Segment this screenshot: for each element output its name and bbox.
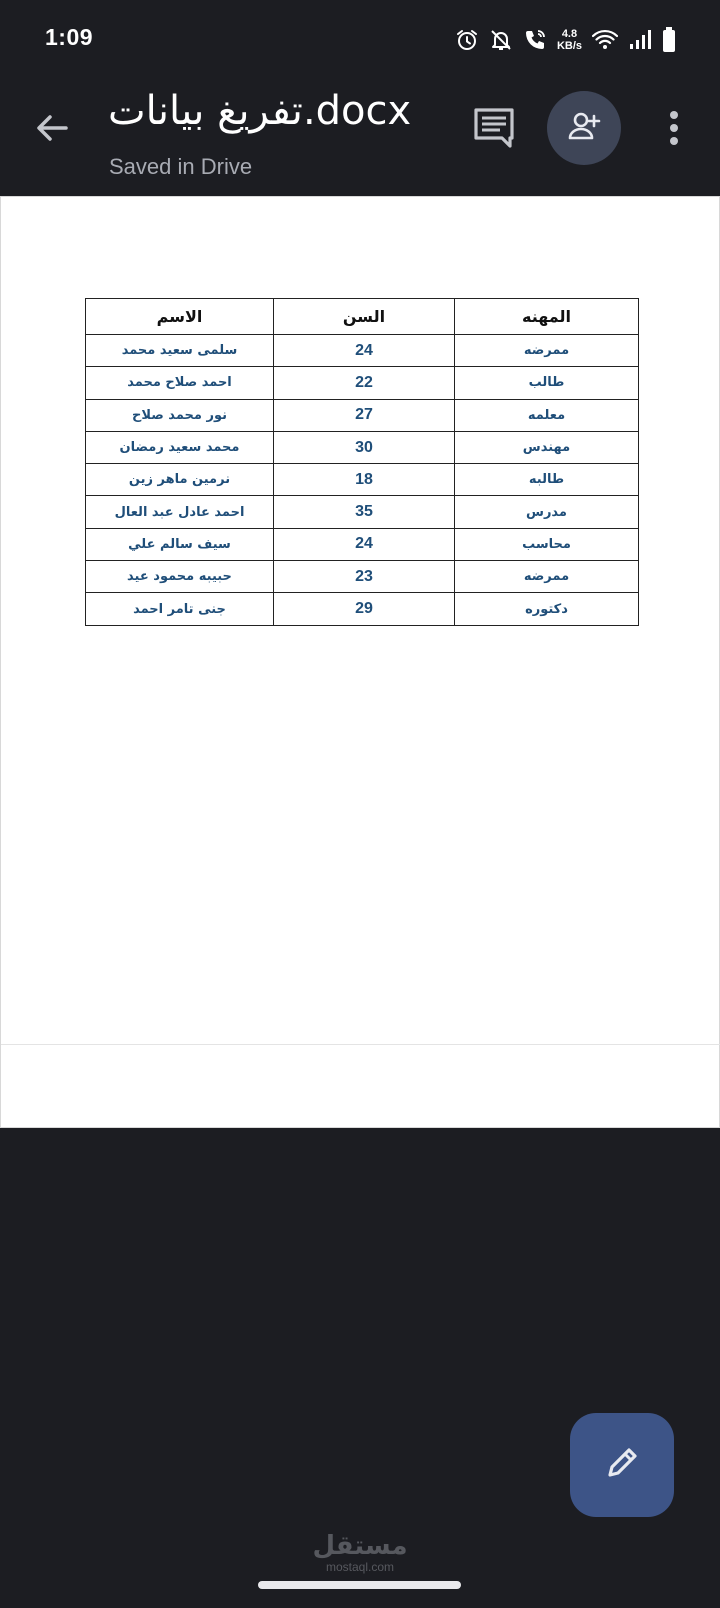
data-table <box>85 298 639 626</box>
save-status: Saved in Drive <box>109 154 253 179</box>
app-bar <box>0 80 720 196</box>
watermark-latin: mostaql.com <box>325 1560 395 1574</box>
cell-age: 29 <box>274 593 455 625</box>
share-button[interactable] <box>547 91 621 165</box>
wifi-calling-icon <box>523 28 547 52</box>
watermark-logo <box>310 1532 410 1574</box>
header-job: المهنه <box>455 299 639 335</box>
status-icons <box>455 22 676 58</box>
table-row <box>86 593 639 625</box>
add-person-icon <box>566 108 602 148</box>
cell-job: مدرس <box>455 496 639 528</box>
cell-job: معلمه <box>455 399 639 431</box>
cell-age: 24 <box>274 335 455 367</box>
watermark-arabic: مستقل <box>312 1531 408 1561</box>
cell-age: 22 <box>274 367 455 399</box>
cell-name: سيف سالم علي <box>86 528 274 560</box>
cell-job: محاسب <box>455 528 639 560</box>
document-title: تفريغ بيانات.docx <box>108 88 412 134</box>
notifications-off-icon <box>489 28 513 52</box>
table-row <box>86 528 639 560</box>
cell-job: ممرضه <box>455 561 639 593</box>
table-header-row <box>86 299 639 335</box>
cell-age: 30 <box>274 431 455 463</box>
cell-job: طالب <box>455 367 639 399</box>
signal-icon <box>628 28 652 52</box>
table-row <box>86 399 639 431</box>
table-row <box>86 335 639 367</box>
table-row <box>86 496 639 528</box>
cell-age: 18 <box>274 464 455 496</box>
cell-name: احمد صلاح محمد <box>86 367 274 399</box>
comment-icon <box>470 137 518 156</box>
back-button[interactable] <box>30 106 74 150</box>
net-speed-unit: KB/s <box>556 40 582 52</box>
gesture-navigation-bar[interactable] <box>258 1581 461 1589</box>
table-row <box>86 464 639 496</box>
cell-job: طالبه <box>455 464 639 496</box>
battery-icon <box>662 27 676 53</box>
cell-job: مهندس <box>455 431 639 463</box>
header-age: السن <box>274 299 455 335</box>
cell-age: 27 <box>274 399 455 431</box>
header-name: الاسم <box>86 299 274 335</box>
cell-age: 23 <box>274 561 455 593</box>
status-time: 1:09 <box>45 24 94 50</box>
cell-name: سلمى سعيد محمد <box>86 335 274 367</box>
cell-name: نرمين ماهر زين <box>86 464 274 496</box>
more-vert-icon <box>658 135 690 154</box>
net-speed-value: 4.8 <box>561 28 578 40</box>
table-row <box>86 561 639 593</box>
edit-button[interactable] <box>570 1413 674 1517</box>
page-break-divider <box>1 1044 720 1045</box>
cell-job: ممرضه <box>455 335 639 367</box>
status-bar <box>0 0 720 80</box>
alarm-icon <box>455 28 479 52</box>
cell-name: حبيبه محمود عيد <box>86 561 274 593</box>
cell-name: نور محمد صلاح <box>86 399 274 431</box>
edit-pencil-icon <box>602 1443 642 1487</box>
cell-name: جنى تامر احمد <box>86 593 274 625</box>
more-options-button[interactable] <box>658 106 690 150</box>
comments-button[interactable] <box>470 104 518 152</box>
wifi-icon <box>592 28 618 52</box>
table-row <box>86 367 639 399</box>
net-speed <box>557 28 582 52</box>
back-arrow-icon <box>30 135 74 154</box>
cell-name: محمد سعيد رمضان <box>86 431 274 463</box>
cell-age: 24 <box>274 528 455 560</box>
cell-job: دكتوره <box>455 593 639 625</box>
cell-name: احمد عادل عبد العال <box>86 496 274 528</box>
document-page[interactable] <box>0 196 720 1128</box>
table-row <box>86 431 639 463</box>
cell-age: 35 <box>274 496 455 528</box>
